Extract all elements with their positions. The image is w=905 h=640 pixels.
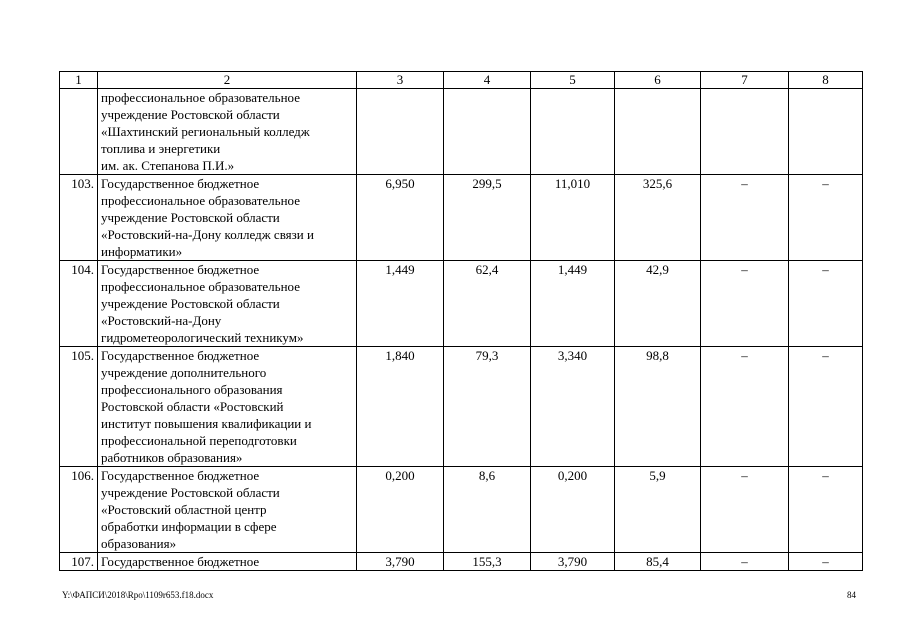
- column-header: 2: [98, 72, 357, 89]
- cell-col3: 0,200: [357, 467, 444, 553]
- cell-col3: 3,790: [357, 553, 444, 571]
- footer-file-path: Y:\ФАПСИ\2018\Rpo\1109r653.f18.docx: [62, 590, 214, 600]
- cell-col6: [615, 89, 701, 175]
- cell-col7: –: [701, 467, 789, 553]
- row-number: 104.: [60, 261, 98, 347]
- cell-col5: 11,010: [531, 175, 615, 261]
- table-row: [60, 175, 863, 261]
- row-number: 103.: [60, 175, 98, 261]
- column-header: 7: [701, 72, 789, 89]
- table-row: [60, 89, 863, 175]
- institution-name: Государственное бюджетное учреждение Ростовской области «Ростовский областной центр обработки информации в сфере образования»: [98, 467, 357, 553]
- cell-col5: 1,449: [531, 261, 615, 347]
- cell-col7: –: [701, 553, 789, 571]
- data-table: [59, 71, 863, 571]
- cell-col6: 85,4: [615, 553, 701, 571]
- cell-col4: 155,3: [444, 553, 531, 571]
- institution-name: Государственное бюджетное учреждение дополнительного профессионального образования Ростовской области «Ростовский институт повышения квалификации и профессиональной переподготовки работников образования»: [98, 347, 357, 467]
- institution-name: Государственное бюджетное профессиональное образовательное учреждение Ростовской области «Ростовский-на-Дону гидрометеорологический техникум»: [98, 261, 357, 347]
- cell-col7: –: [701, 175, 789, 261]
- row-number: [60, 89, 98, 175]
- column-header: 3: [357, 72, 444, 89]
- cell-col7: –: [701, 261, 789, 347]
- cell-col4: 8,6: [444, 467, 531, 553]
- table-row: [60, 347, 863, 467]
- cell-col7: –: [701, 347, 789, 467]
- cell-col6: 98,8: [615, 347, 701, 467]
- page-number: 84: [847, 590, 856, 600]
- institution-name: Государственное бюджетное профессиональное образовательное учреждение Ростовской области «Ростовский-на-Дону колледж связи и информатики»: [98, 175, 357, 261]
- cell-col3: [357, 89, 444, 175]
- cell-col4: 62,4: [444, 261, 531, 347]
- cell-col8: –: [789, 347, 863, 467]
- cell-col5: 3,340: [531, 347, 615, 467]
- cell-col4: 79,3: [444, 347, 531, 467]
- cell-col5: [531, 89, 615, 175]
- row-number: 105.: [60, 347, 98, 467]
- header-row: [60, 72, 863, 89]
- row-number: 106.: [60, 467, 98, 553]
- cell-col8: [789, 89, 863, 175]
- cell-col8: –: [789, 261, 863, 347]
- cell-col6: 325,6: [615, 175, 701, 261]
- cell-col6: 42,9: [615, 261, 701, 347]
- cell-col3: 6,950: [357, 175, 444, 261]
- cell-col3: 1,449: [357, 261, 444, 347]
- cell-col8: –: [789, 553, 863, 571]
- column-header: 8: [789, 72, 863, 89]
- cell-col5: 0,200: [531, 467, 615, 553]
- column-header: 4: [444, 72, 531, 89]
- column-header: 6: [615, 72, 701, 89]
- institution-name: Государственное бюджетное: [98, 553, 357, 571]
- table-row: [60, 261, 863, 347]
- column-header: 1: [60, 72, 98, 89]
- institution-name: профессиональное образовательное учреждение Ростовской области «Шахтинский региональный колледж топлива и энергетики им. ак. Степанова П.И.»: [98, 89, 357, 175]
- cell-col5: 3,790: [531, 553, 615, 571]
- row-number: 107.: [60, 553, 98, 571]
- table-row: [60, 467, 863, 553]
- cell-col3: 1,840: [357, 347, 444, 467]
- cell-col4: [444, 89, 531, 175]
- cell-col7: [701, 89, 789, 175]
- column-header: 5: [531, 72, 615, 89]
- cell-col8: –: [789, 175, 863, 261]
- cell-col4: 299,5: [444, 175, 531, 261]
- cell-col6: 5,9: [615, 467, 701, 553]
- table-row: [60, 553, 863, 571]
- cell-col8: –: [789, 467, 863, 553]
